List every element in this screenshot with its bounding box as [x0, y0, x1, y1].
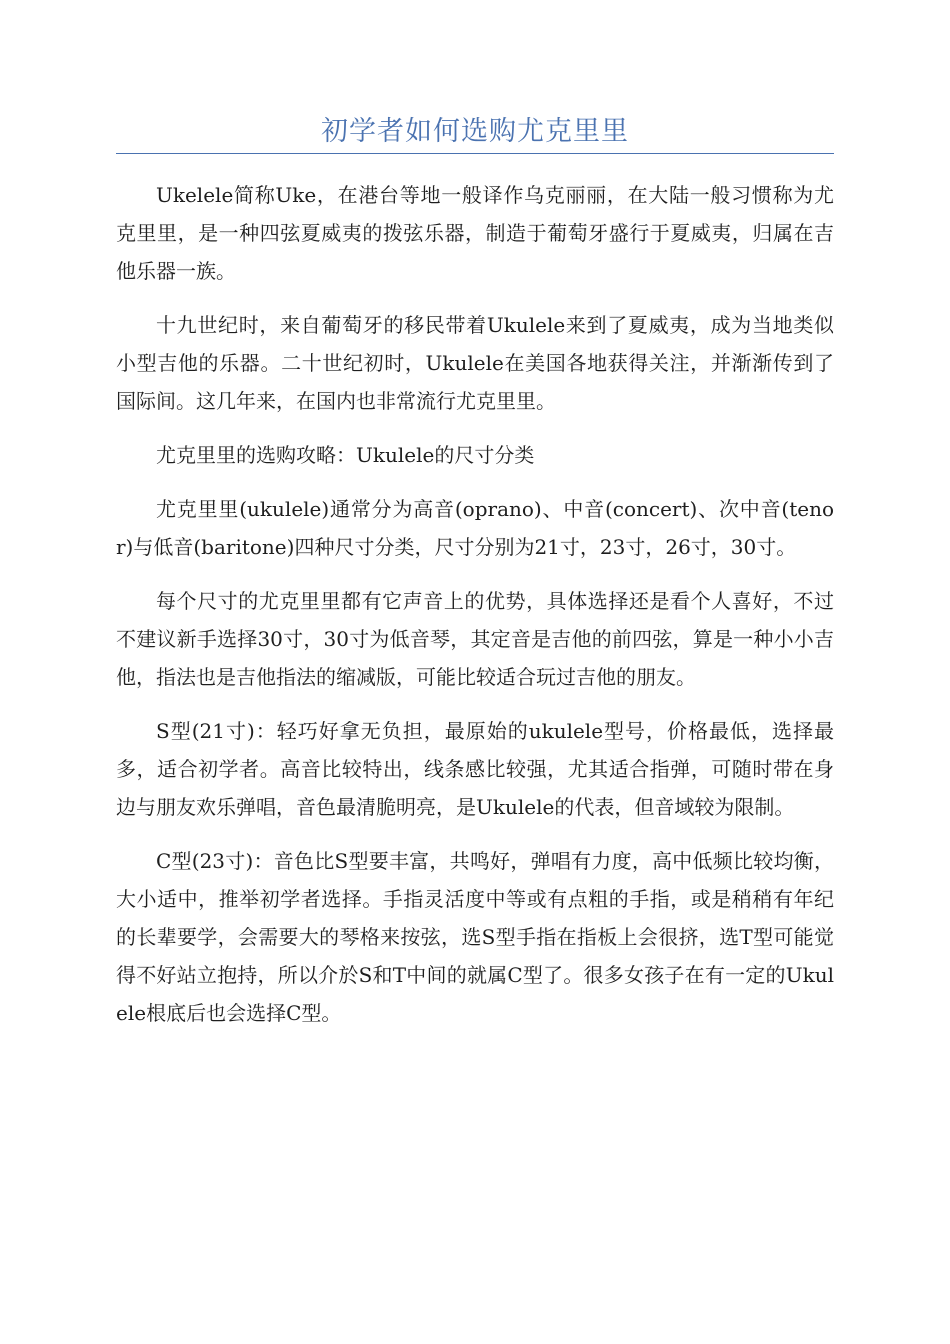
paragraph-soprano: S型(21寸)：轻巧好拿无负担，最原始的ukulele型号，价格最低，选择最多，适合初学者。高音比较特出，线条感比较强，尤其适合指弹，可随时带在身边与朋友欢乐弹唱，音色最清脆明亮，是Ukulele的代表，但音域较为限制。 [116, 719, 834, 819]
paragraph-concert: C型(23寸)：音色比S型要丰富，共鸣好，弹唱有力度，高中低频比较均衡，大小适中，推举初学者选择。手指灵活度中等或有点粗的手指，或是稍稍有年纪的长辈要学，会需要大的琴格来按弦，选S型手指在指板上会很挤，选T型可能觉得不好站立抱持，所以介於S和T中间的就属C型了。很多女孩子在有一定的Ukulele根底后也会选择C型。 [116, 849, 834, 1025]
paragraph-size-advice: 每个尺寸的尤克里里都有它声音上的优势，具体选择还是看个人喜好，不过不建议新手选择30寸，30寸为低音琴，其定音是吉他的前四弦，算是一种小小吉他，指法也是吉他指法的缩减版，可能比较适合玩过吉他的朋友。 [116, 589, 834, 689]
document-title: 初学者如何选购尤克里里 [321, 116, 629, 147]
paragraph-size-categories: 尤克里里(ukulele)通常分为高音(oprano)、中音(concert)、次中音(tenor)与低音(baritone)四种尺寸分类，尺寸分别为21寸，23寸，26寸，30寸。 [116, 497, 834, 559]
paragraph-size-heading: 尤克里里的选购攻略：Ukulele的尺寸分类 [156, 443, 535, 467]
paragraph-history: 十九世纪时，来自葡萄牙的移民带着Ukulele来到了夏威夷，成为当地类似小型吉他的乐器。二十世纪初时，Ukulele在美国各地获得关注，并渐渐传到了国际间。这几年来，在国内也非常流行尤克里里。 [116, 313, 834, 413]
title-underline-rule [116, 153, 834, 154]
paragraph-intro: Ukelele简称Uke，在港台等地一般译作乌克丽丽，在大陆一般习惯称为尤克里里，是一种四弦夏威夷的拨弦乐器，制造于葡萄牙盛行于夏威夷，归属在吉他乐器一族。 [116, 183, 834, 283]
document-body [116, 176, 834, 1048]
